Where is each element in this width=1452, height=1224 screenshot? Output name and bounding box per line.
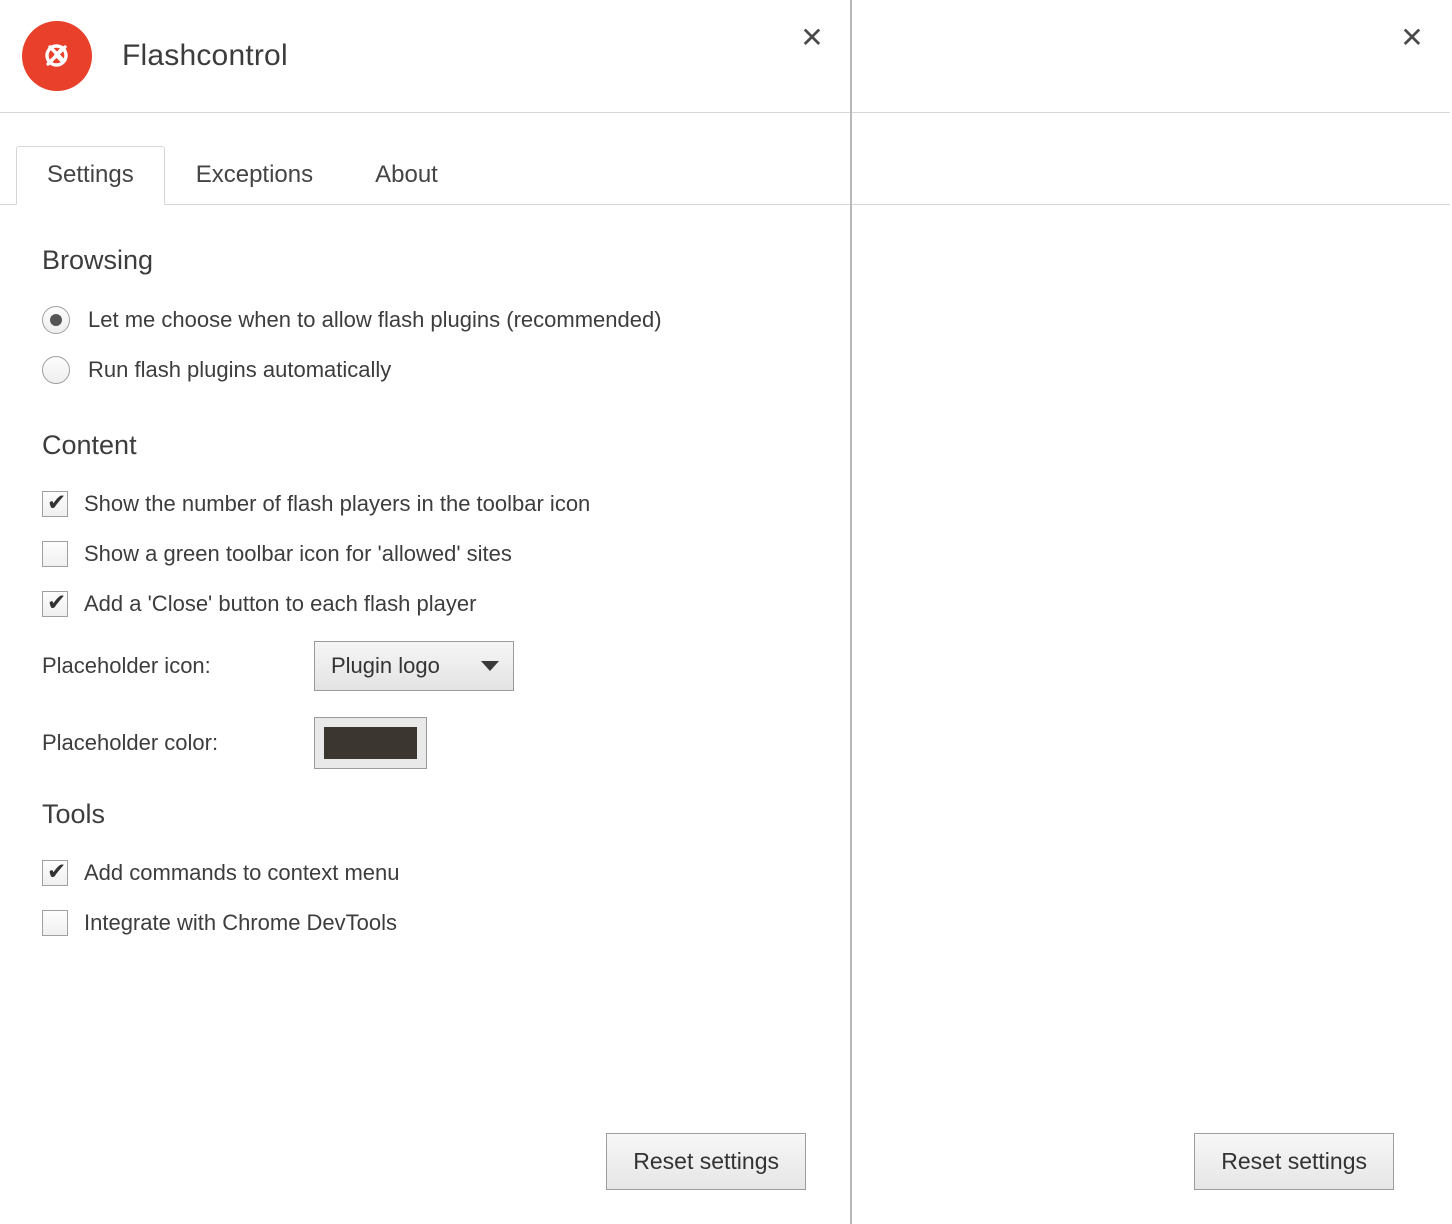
placeholder-color-picker[interactable] — [314, 717, 427, 769]
placeholder-icon-row — [42, 641, 808, 691]
radio-button-icon[interactable] — [42, 356, 70, 384]
placeholder-color-label: Placeholder color: — [42, 730, 219, 755]
close-icon[interactable]: ✕ — [800, 22, 824, 53]
radio-run-automatically[interactable] — [42, 356, 808, 384]
checkbox-green-toolbar-icon[interactable] — [42, 541, 808, 567]
flash-plug-logo-icon — [22, 21, 92, 91]
reset-settings-button[interactable]: Reset settings — [1194, 1133, 1394, 1190]
reset-settings-button[interactable]: Reset settings — [606, 1133, 806, 1190]
secondary-panel-footer — [1194, 1133, 1394, 1190]
secondary-panel-body — [852, 205, 1450, 1224]
placeholder-icon-select-value: Plugin logo — [331, 653, 440, 678]
content-section-title: Content — [42, 430, 137, 460]
tab-settings[interactable]: Settings — [16, 146, 165, 205]
dialog-footer — [606, 1133, 806, 1190]
checkbox-green-toolbar-icon-label: Show a green toolbar icon for 'allowed' sites — [84, 541, 512, 566]
tab-exceptions[interactable]: Exceptions — [195, 161, 314, 188]
radio-let-me-choose-label: Let me choose when to allow flash plugins (recommended) — [88, 307, 662, 332]
placeholder-color-row — [42, 717, 808, 769]
checkbox-show-player-count-label: Show the number of flash players in the toolbar icon — [84, 491, 591, 516]
checkbox-devtools-label: Integrate with Chrome DevTools — [84, 910, 398, 935]
checkbox-icon[interactable] — [42, 541, 68, 567]
close-icon[interactable]: ✕ — [1400, 22, 1424, 53]
checkbox-icon[interactable]: ✔ — [42, 860, 68, 886]
checkbox-context-menu[interactable] — [42, 860, 808, 886]
content-group — [42, 430, 808, 769]
radio-button-icon[interactable] — [42, 306, 70, 334]
color-swatch — [324, 727, 417, 759]
checkbox-icon[interactable]: ✔ — [42, 591, 68, 617]
placeholder-icon-label: Placeholder icon: — [42, 653, 211, 678]
placeholder-icon-select[interactable] — [314, 641, 514, 691]
tab-bar — [0, 113, 850, 205]
radio-let-me-choose[interactable] — [42, 306, 808, 334]
chevron-down-icon — [481, 661, 499, 671]
secondary-panel — [852, 0, 1450, 1224]
tab-about[interactable]: About — [375, 161, 438, 188]
tools-group — [42, 799, 808, 936]
page-title: Flashcontrol — [122, 39, 288, 72]
secondary-panel-tabbar — [852, 113, 1450, 205]
checkbox-context-menu-label: Add commands to context menu — [84, 860, 400, 885]
browsing-group — [42, 245, 808, 384]
secondary-panel-titlebar — [852, 0, 1450, 113]
checkbox-icon[interactable]: ✔ — [42, 491, 68, 517]
checkbox-devtools[interactable] — [42, 910, 808, 936]
checkbox-add-close-button-label: Add a 'Close' button to each flash player — [84, 591, 477, 616]
radio-run-automatically-label: Run flash plugins automatically — [88, 357, 392, 382]
checkbox-show-player-count[interactable] — [42, 491, 808, 517]
browsing-section-title: Browsing — [42, 245, 154, 275]
checkbox-add-close-button[interactable] — [42, 591, 808, 617]
checkbox-icon[interactable] — [42, 910, 68, 936]
settings-content — [0, 205, 850, 1224]
dialog-titlebar — [0, 0, 850, 113]
tools-section-title: Tools — [42, 799, 106, 829]
